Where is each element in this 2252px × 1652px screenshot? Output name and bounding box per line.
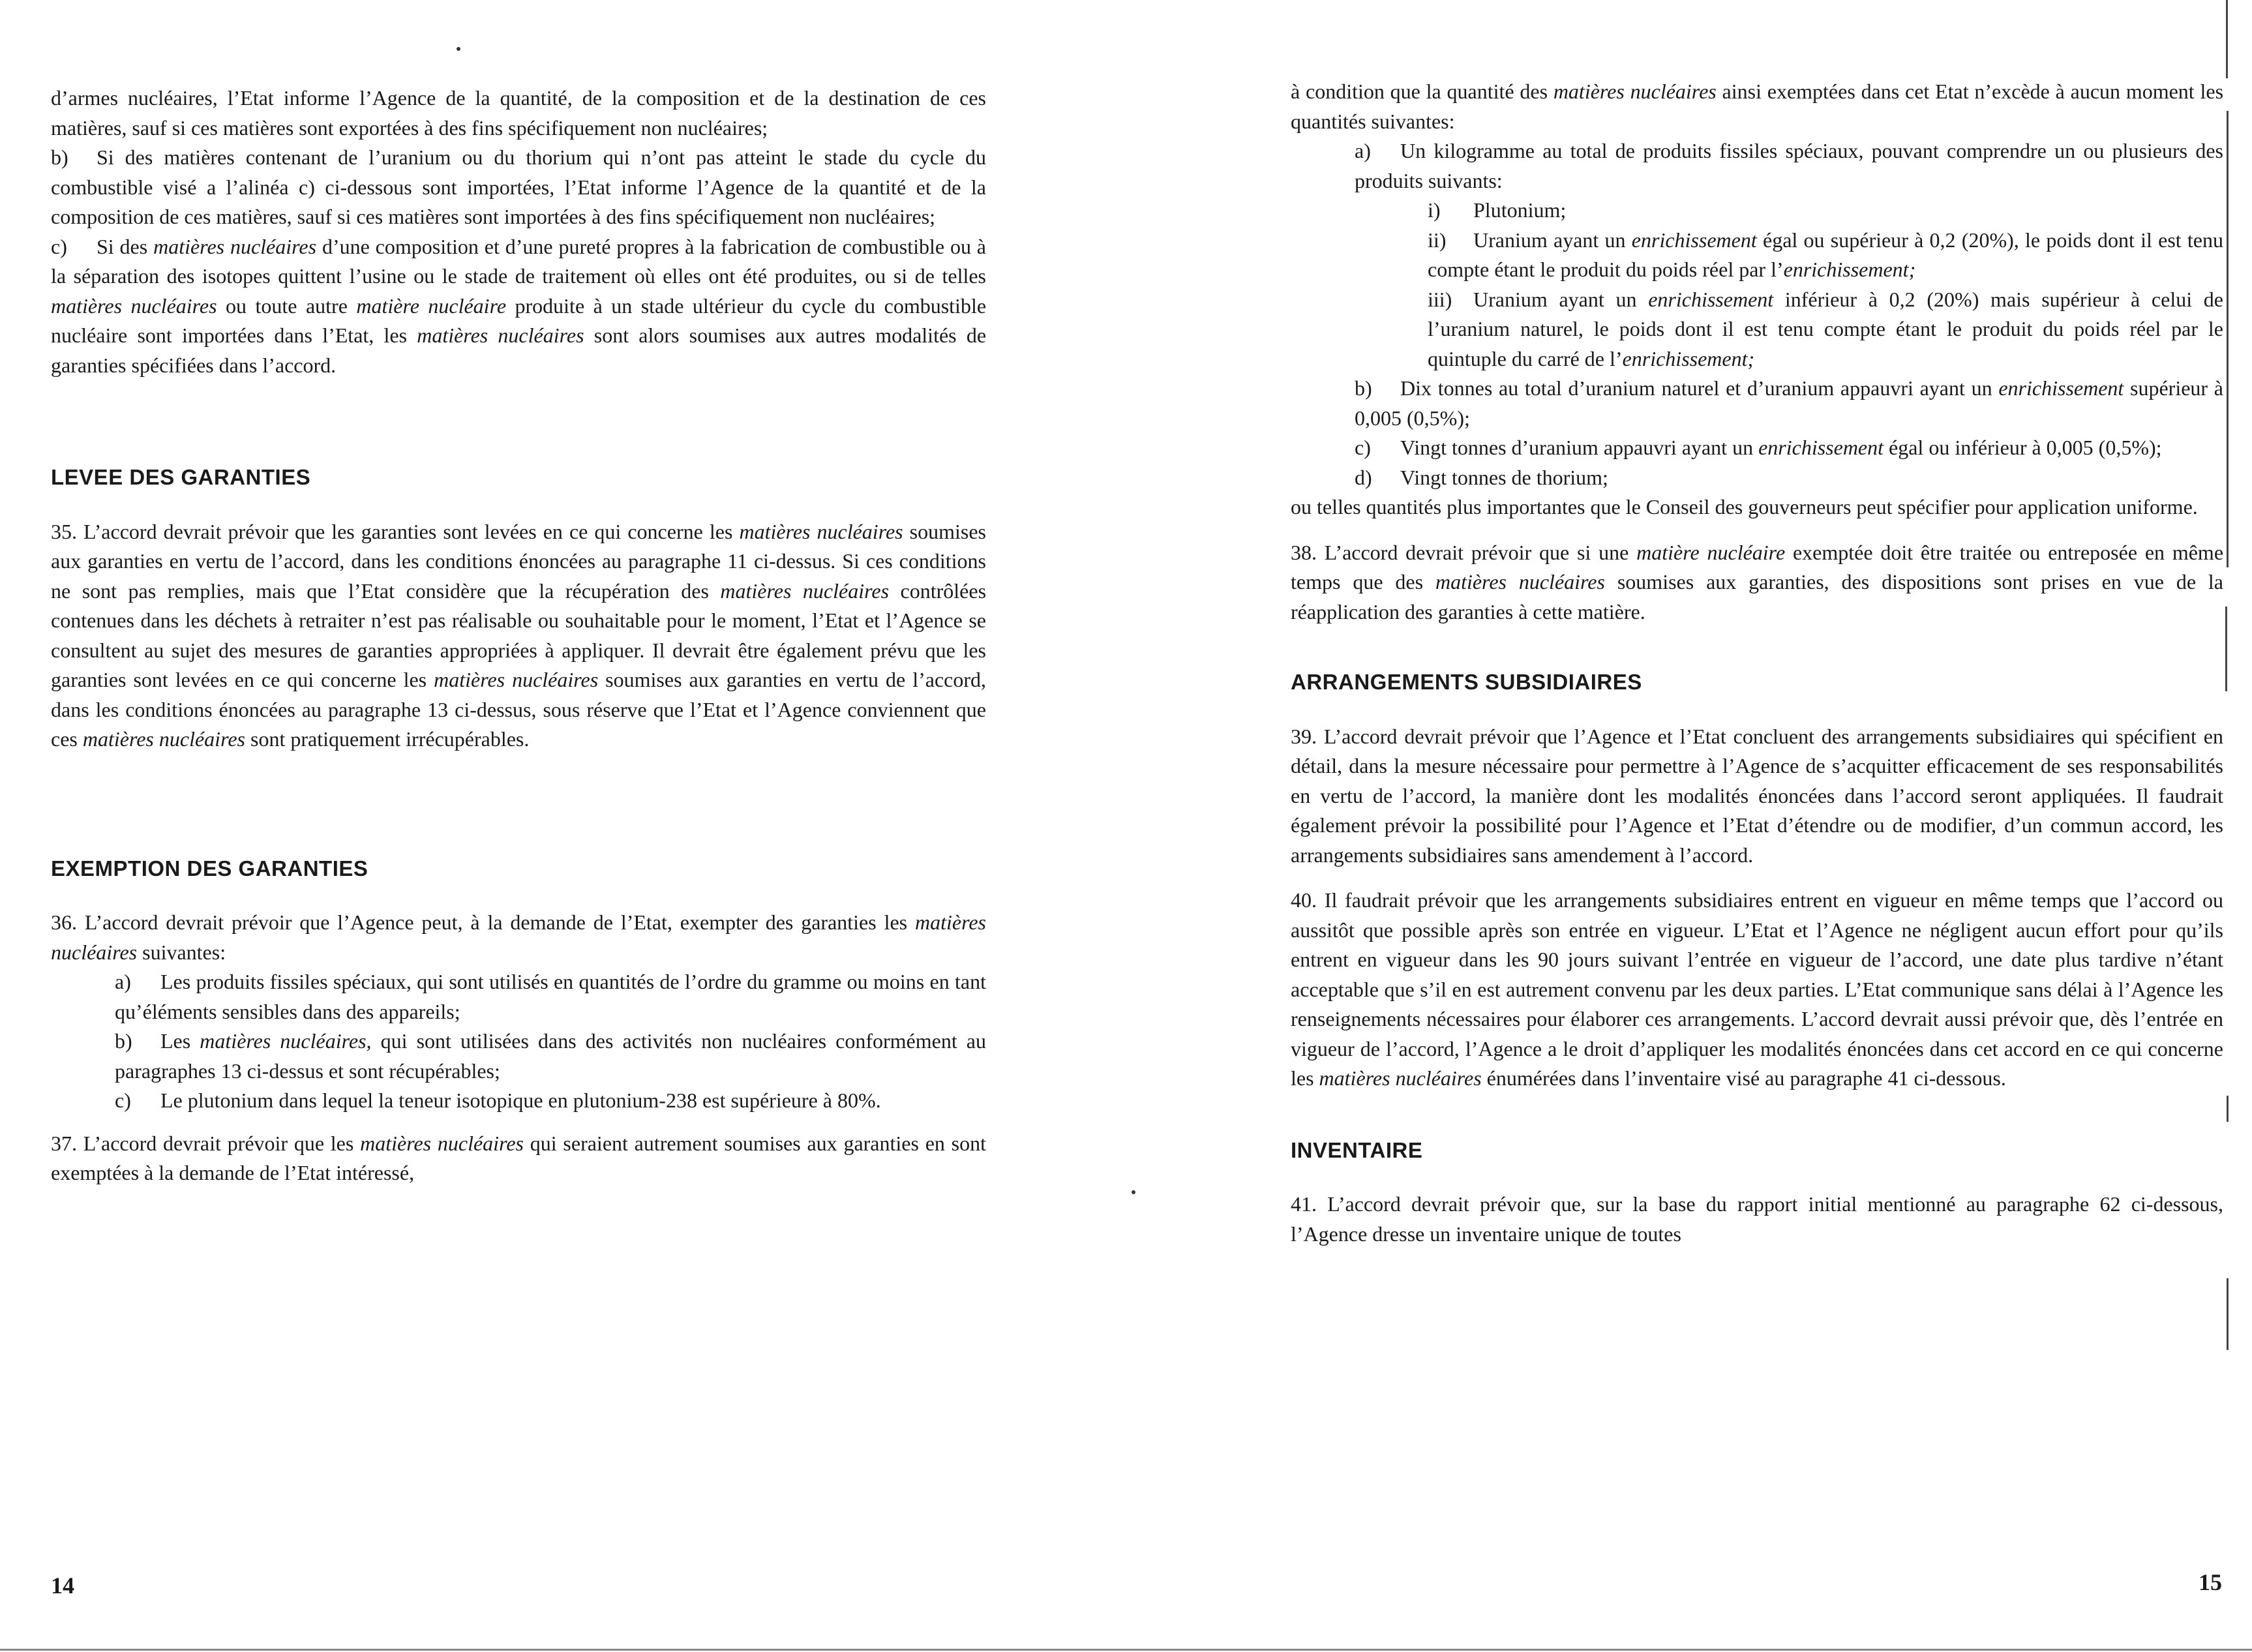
item-b bbox=[1291, 374, 2223, 433]
heading-levee: LEVEE DES GARANTIES bbox=[51, 465, 311, 489]
scan-speck bbox=[457, 47, 460, 51]
text-run: égal ou supérieur à 0,2 (20%), le poids dont il est tenu compte étant le produit du poids réel par l’ bbox=[1428, 228, 2224, 281]
right-page bbox=[1126, 0, 2252, 1652]
italic-term: matières nucléaires bbox=[360, 1131, 524, 1155]
text-run: sont pratiquement irrécupérables. bbox=[245, 727, 530, 751]
text-run: soumises aux garanties en vertu de l’accord, dans les conditions énoncées au paragraphe 11 ci-dessus. Si ces conditions ne sont pas remplies, mais que l’Etat considère que la récupération des bbox=[51, 519, 987, 603]
item-d bbox=[1291, 463, 2223, 493]
italic-term: enrichissement bbox=[1998, 376, 2124, 400]
paragraph-39: 39. L’accord devrait prévoir que l’Agence et l’Etat concluent des arrangements subsidiaires qui spécifient en détail, dans la mesure nécessaire pour permettre à l’Agence de s’acquitter efficacement de ses responsabilités en vertu de l’accord, la manière dont les modalités énoncées dans l’accord seront appliquées. Il faudrait également prévoir la possibilité pour l’Agence et l’Etat d’étendre ou de modifier, d’un commun accord, les arrangements subsidiaires sans amendement à l’accord. bbox=[1291, 724, 2223, 867]
item-label: ii) bbox=[1428, 228, 1447, 252]
text-run: 35. L’accord devrait prévoir que les garanties sont levées en ce qui concerne les bbox=[51, 519, 740, 543]
item-label: c) bbox=[115, 1089, 131, 1112]
text-run: Les bbox=[160, 1029, 200, 1053]
text-run: 36. L’accord devrait prévoir que l’Agence peut, à la demande de l’Etat, exempter des garanties les bbox=[51, 910, 915, 934]
paragraph-38 bbox=[1291, 538, 2223, 627]
right-text-column bbox=[1291, 77, 2223, 1265]
text-run: ainsi exemptées dans cet Etat n’excède à aucun moment les quantités suivantes: bbox=[1291, 80, 2224, 133]
item-label: i) bbox=[1428, 198, 1441, 222]
item-text: Les produits fissiles spéciaux, qui sont utilisés en quantités de l’ordre du gramme ou moins en tant qu’éléments sensibles dans des appareils; bbox=[115, 970, 986, 1023]
paragraph-36 bbox=[51, 908, 986, 967]
italic-term: matières nucléaires bbox=[82, 727, 245, 751]
italic-term: matières nucléaires bbox=[417, 323, 584, 347]
italic-term: matières nucléaires bbox=[434, 668, 599, 691]
scan-edge-line bbox=[2227, 1278, 2229, 1350]
italic-term: enrichissement bbox=[1631, 228, 1757, 252]
italic-term: matières nucléaires bbox=[1435, 570, 1605, 593]
text-run: Uranium ayant un bbox=[1473, 287, 1649, 311]
italic-term: matières nucléaires bbox=[1319, 1066, 1482, 1090]
paragraph-41: 41. L’accord devrait prévoir que, sur la base du rapport initial mentionné au paragraphe 62 ci-dessous, l’Agence dresse un inventaire unique de toutes bbox=[1291, 1192, 2223, 1246]
text-run: Dix tonnes au total d’uranium naturel et d’uranium appauvri ayant un bbox=[1400, 376, 1999, 400]
item-text: Si des matières contenant de l’uranium ou du thorium qui n’ont pas atteint le stade du cycle du combustible visé a l’alinéa c) ci-dessous sont importées, l’Etat informe l’Agence de la quantité et de la composition de ces matières, sauf si ces matières sont importées à des fins spécifiquement non nucléaires; bbox=[51, 145, 986, 228]
item-iii bbox=[1291, 285, 2223, 374]
italic-term: enrichissement bbox=[1648, 287, 1774, 311]
italic-term: matières nucléaires bbox=[153, 234, 317, 258]
scan-edge-line bbox=[2227, 111, 2229, 567]
italic-term: matière nucléaire bbox=[356, 293, 507, 318]
text-run: exemptée doit être traitée ou entreposée en même temps que des bbox=[1291, 540, 2224, 593]
italic-term: enrichissement; bbox=[1622, 346, 1755, 370]
heading-exemption: EXEMPTION DES GARANTIES bbox=[51, 856, 368, 880]
item-text: Vingt tonnes de thorium; bbox=[1400, 465, 1608, 489]
paragraph-36a bbox=[51, 967, 986, 1027]
italic-term: enrichissement; bbox=[1783, 258, 1916, 281]
item-label: iii) bbox=[1428, 287, 1452, 311]
item-label: c) bbox=[1355, 436, 1371, 459]
text-run: inférieur à 0,2 (20%) mais supérieur à celui de l’uranium naturel, le poids dont il est tenu compte étant le produit du poids réel par le quintuple du carré de l’ bbox=[1428, 287, 2224, 370]
text-run: d’une composition et d’une pureté propres à la fabrication de combustible ou à la séparation des isotopes quittent l’usine ou le stade de traitement où elles ont été produites, ou si de telles bbox=[51, 234, 987, 288]
item-ii bbox=[1291, 226, 2223, 285]
text-run: Uranium ayant un bbox=[1473, 228, 1632, 252]
paragraph-37 bbox=[51, 1129, 986, 1188]
paragraph-36b bbox=[51, 1027, 986, 1086]
italic-term: matières nucléaires bbox=[1553, 80, 1717, 103]
item-label: b) bbox=[115, 1029, 132, 1053]
text-run: soumises aux garanties, des dispositions sont prises en vue de la réapplication des garanties à cette matière. bbox=[1291, 570, 2224, 623]
item-label: b) bbox=[51, 145, 68, 169]
paragraph-40 bbox=[1291, 886, 2223, 1094]
item-label: b) bbox=[1355, 376, 1372, 400]
item-text: Le plutonium dans lequel la teneur isotopique en plutonium-238 est supérieure à 80%. bbox=[160, 1089, 881, 1112]
text-run: ou toute autre bbox=[217, 293, 357, 318]
text-run: qui seraient autrement soumises aux garanties en sont exemptées à la demande de l’Etat intéressé, bbox=[51, 1131, 987, 1184]
heading-inventaire: INVENTAIRE bbox=[1291, 1137, 1423, 1162]
item-i bbox=[1291, 196, 2223, 226]
text-run: énumérées dans l’inventaire visé au paragraphe 41 ci-dessous. bbox=[1481, 1066, 2006, 1090]
scan-edge-line bbox=[2225, 607, 2227, 691]
paragraph-intro: d’armes nucléaires, l’Etat informe l’Agence de la quantité, de la composition et de la destination de ces matières, sauf si ces matières sont exportées à des fins spécifiquement non nucléaires; bbox=[51, 86, 986, 140]
italic-term: matières nucléaires bbox=[51, 293, 217, 318]
italic-term: matières nucléaires bbox=[739, 519, 903, 543]
italic-term: matières nucléaires bbox=[51, 910, 986, 964]
text-run: à condition que la quantité des bbox=[1291, 80, 1554, 103]
item-label: d) bbox=[1355, 465, 1372, 489]
item-text: Un kilogramme au total de produits fissiles spéciaux, pouvant comprendre un ou plusieurs des produits suivants: bbox=[1355, 139, 2223, 192]
text-run: 40. Il faudrait prévoir que les arrangements subsidiaires entrent en vigueur en même temps que l’accord ou aussitôt que possible après son entrée en vigueur. L’Etat et l’Agence ne négligent aucun effort pour qu’ils entrent en vigueur dans les 90 jours suivant l’entrée en vigueur de l’accord, une date plus tardive n’étant acceptable que s’il en est autrement convenu par les deux parties. L’Etat communique sans délai à l’Agence les renseignements nécessaires pour élaborer ces arrangements. L’accord devrait aussi prévoir que, dès l’entrée en vigueur de l’accord, l’Agence a le droit d’appliquer les modalités énoncées dans cet accord en ce qui concerne les bbox=[1291, 888, 2223, 1090]
item-text: Plutonium; bbox=[1473, 198, 1567, 222]
page-number-right: 15 bbox=[2199, 1569, 2222, 1595]
scan-edge-line bbox=[2227, 1096, 2229, 1122]
paragraph-35 bbox=[51, 517, 986, 755]
text-run: égal ou inférieur à 0,005 (0,5%); bbox=[1884, 436, 2162, 459]
item-label: a) bbox=[115, 970, 131, 993]
paragraph-36c bbox=[51, 1086, 986, 1116]
page-number-left: 14 bbox=[51, 1572, 74, 1599]
paragraph-c bbox=[51, 232, 986, 381]
scan-edge-line bbox=[2226, 0, 2228, 78]
text-run: supérieur à 0,005 (0,5%); bbox=[1355, 376, 2224, 430]
item-a bbox=[1291, 136, 2223, 196]
left-text-column bbox=[51, 83, 986, 1204]
text-run: soumises aux garanties en vertu de l’accord, dans les conditions énoncées au paragraphe 13 ci-dessus, sous réserve que l’Etat et l’Agence conviennent que ces bbox=[51, 668, 987, 751]
text-run: Si des bbox=[97, 234, 154, 258]
scan-bottom-edge bbox=[0, 1649, 2252, 1651]
italic-term: matières nucléaires bbox=[720, 578, 890, 603]
paragraph-intro bbox=[1291, 77, 2223, 136]
item-c bbox=[1291, 433, 2223, 463]
italic-term: matière nucléaire bbox=[1636, 540, 1786, 564]
italic-term: matières nucléaires, bbox=[200, 1029, 372, 1053]
text-run: produite à un stade ultérieur du cycle du combustible nucléaire sont importées dans l’Etat, les bbox=[51, 293, 987, 347]
paragraph-b bbox=[51, 143, 986, 232]
text-run: suivantes: bbox=[137, 940, 226, 964]
item-label: a) bbox=[1355, 139, 1371, 162]
text-run: qui sont utilisées dans des activités non nucléaires conformément au paragraphes 13 ci-dessus et sont récupérables; bbox=[115, 1029, 986, 1083]
item-label: c) bbox=[51, 234, 67, 258]
paragraph-ou: ou telles quantités plus importantes que le Conseil des gouverneurs peut spécifier pour application uniforme. bbox=[1291, 495, 2198, 518]
italic-term: enrichissement bbox=[1758, 436, 1884, 459]
text-run: Vingt tonnes d’uranium appauvri ayant un bbox=[1400, 436, 1759, 459]
text-run: 37. L’accord devrait prévoir que les bbox=[51, 1131, 361, 1155]
text-run: sont alors soumises aux autres modalités de garanties spécifiées dans l’accord. bbox=[51, 323, 987, 377]
heading-arrangements: ARRANGEMENTS SUBSIDIAIRES bbox=[1291, 670, 1642, 694]
text-run: contrôlées contenues dans les déchets à retraiter n’est pas réalisable ou souhaitable pour le moment, l’Etat et l’Agence se consultent au sujet des mesures de garanties appropriées à appliquer. Il devrait être également prévu que les garanties sont levées en ce qui concerne les bbox=[51, 578, 987, 691]
text-run: 38. L’accord devrait prévoir que si une bbox=[1291, 540, 1637, 564]
